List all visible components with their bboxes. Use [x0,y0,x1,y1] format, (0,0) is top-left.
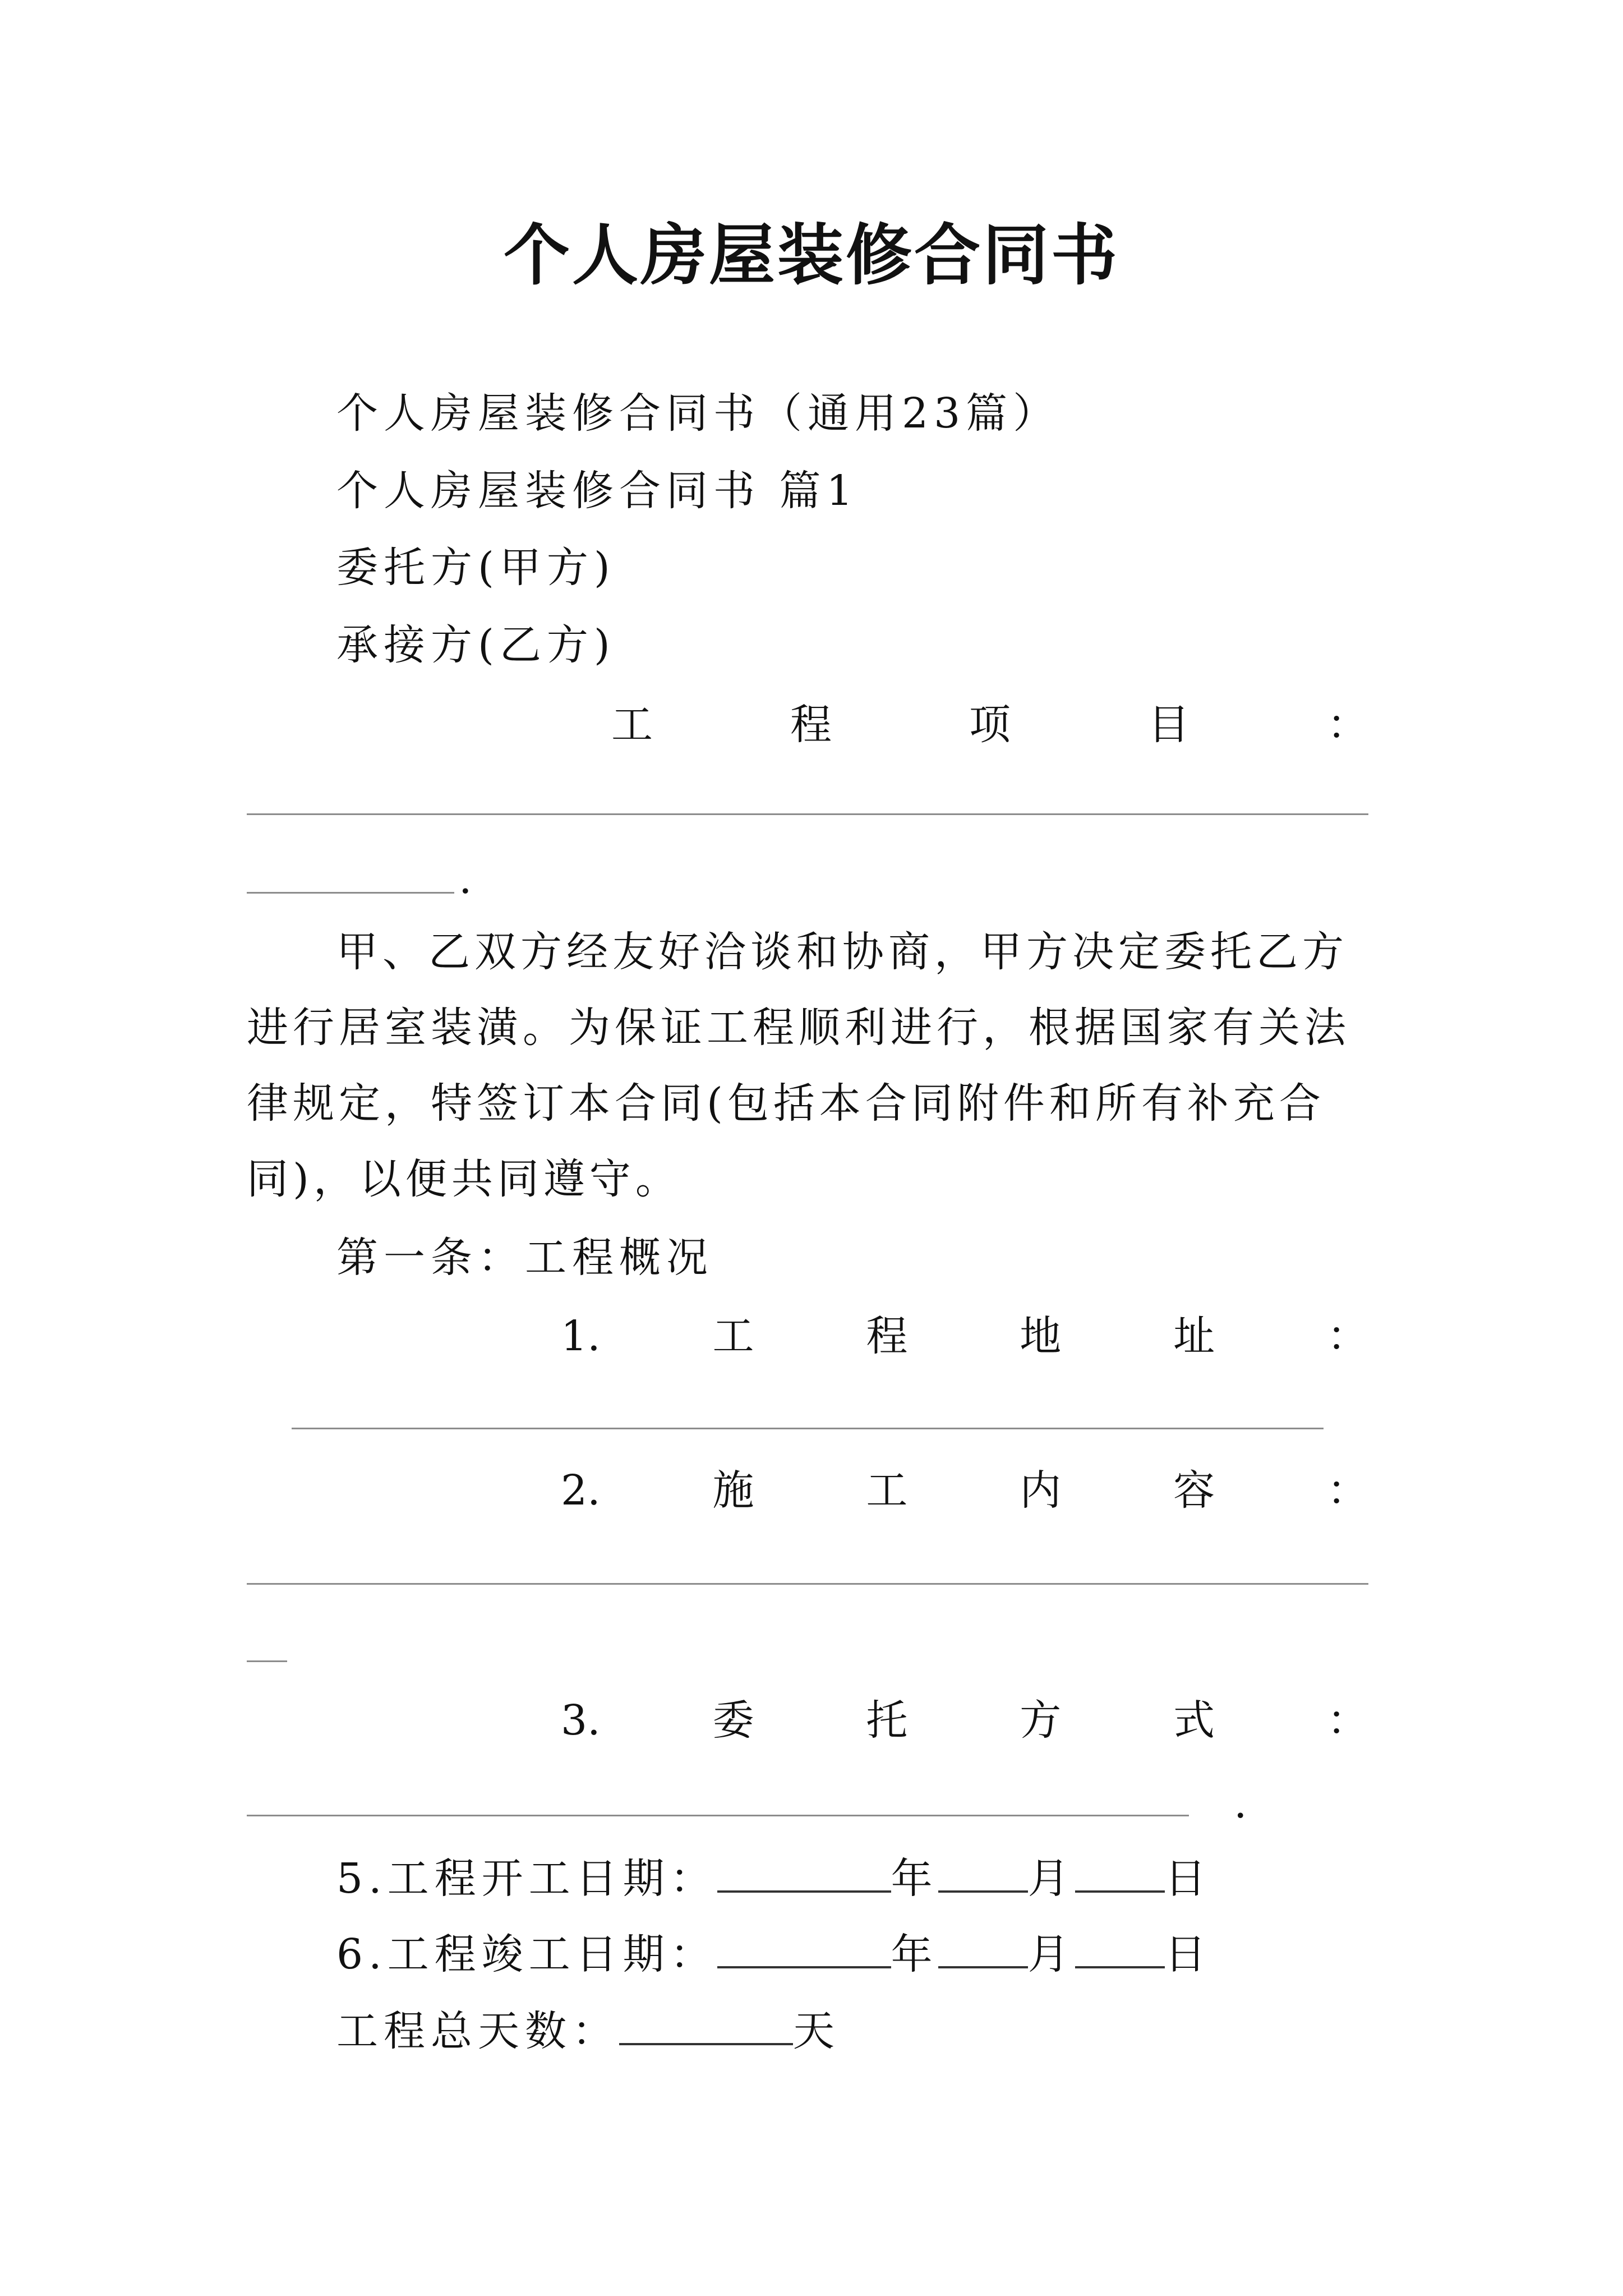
project-blank-line [247,813,1368,815]
start-year-blank [717,1857,891,1893]
item-1-number: 1. [561,1312,601,1360]
total-days-label: 工程总天数： [336,2007,619,2055]
item-1-char: 工 [712,1312,754,1360]
item-2-number: 2. [561,1466,601,1515]
item-3-char: ： [1326,1696,1368,1745]
item-3-blank-line [247,1815,1189,1816]
document-subtitle: 个人房屋装修合同书（通用23篇） [336,389,1061,438]
item-3-char: 方 [1020,1696,1062,1745]
start-day-unit: 日 [1164,1855,1212,1903]
end-date-label: 6.工程竣工日期： [336,1930,717,1978]
section-heading: 个人房屋装修合同书 篇1 [336,467,859,515]
item-2-char: ： [1326,1466,1368,1515]
end-month-blank [938,1932,1028,1968]
item-1-char: 地 [1020,1312,1062,1360]
item-1-char: ： [1326,1312,1368,1360]
end-day-blank [1075,1932,1165,1968]
item-3-end-mark: . [1234,1779,1247,1828]
item-2-char: 内 [1020,1466,1062,1515]
total-days-blank [619,2009,793,2045]
item-2-label [561,1466,1368,1515]
item-1-char: 程 [866,1312,908,1360]
party-b-label: 承接方(乙方) [336,621,616,669]
item-2-blank-line-short [247,1660,287,1662]
item-2-char: 工 [866,1466,908,1515]
project-end-mark: . [459,855,472,903]
item-3-label [561,1696,1368,1745]
start-date-label: 5.工程开工日期： [336,1855,717,1903]
total-days-row [336,2007,840,2055]
intro-paragraph: 甲、乙双方经友好洽谈和协商，甲方决定委托乙方进行居室装潢。为保证工程顺利进行，根据国家有关法律规定，特签订本合同(包括本合同附件和所有补充合同)，以便共同遵守。 [247,928,1350,1203]
end-date-row [336,1930,1212,1978]
item-1-blank-line [292,1428,1324,1429]
start-month-unit: 月 [1027,1855,1075,1903]
item-3-char: 托 [866,1696,908,1745]
item-1-label [561,1312,1368,1360]
item-3-number: 3. [561,1696,601,1745]
item-2-char: 容 [1173,1466,1215,1515]
project-blank-line-short [247,892,454,894]
item-2-blank-line [247,1583,1368,1585]
start-month-blank [938,1857,1028,1893]
project-label-char: 程 [790,701,832,749]
end-month-unit: 月 [1027,1930,1075,1978]
end-day-unit: 日 [1164,1930,1212,1978]
start-day-blank [1075,1857,1165,1893]
project-label-char: 工 [611,701,653,749]
end-year-unit: 年 [891,1930,938,1978]
item-2-char: 施 [712,1466,754,1515]
project-label-char: ： [1327,701,1368,749]
start-date-row [336,1855,1212,1903]
end-year-blank [717,1932,891,1968]
item-1-char: 址 [1173,1312,1215,1360]
document-title: 个人房屋装修合同书 [503,216,1119,294]
item-3-char: 委 [712,1696,754,1745]
project-label-char: 项 [969,701,1011,749]
start-year-unit: 年 [891,1855,938,1903]
project-label-char: 目 [1148,701,1189,749]
project-label [611,701,1368,749]
party-a-label: 委托方(甲方) [336,544,616,592]
item-3-char: 式 [1173,1696,1215,1745]
article-1-heading: 第一条：工程概况 [336,1234,713,1282]
total-days-unit: 天 [793,2007,840,2055]
